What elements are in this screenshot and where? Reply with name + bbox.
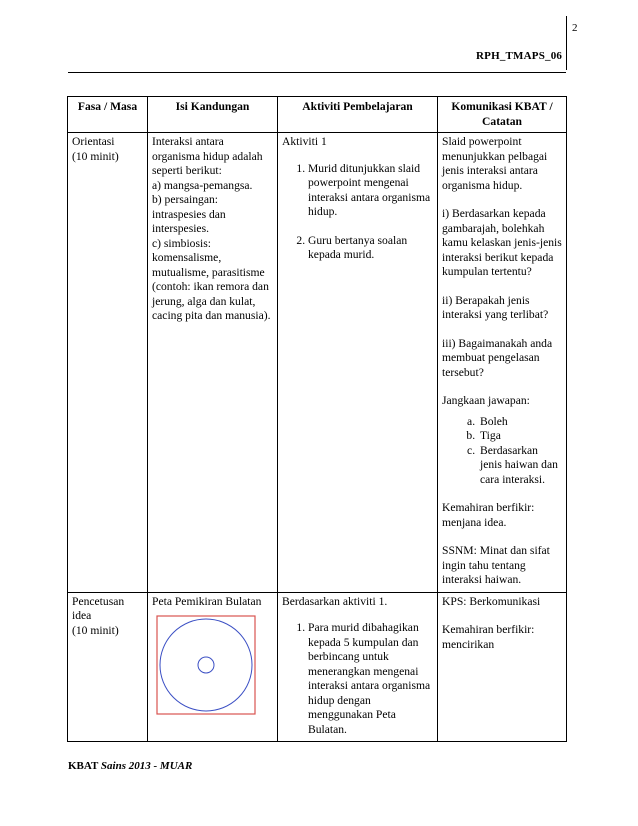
phase-cell — [68, 133, 148, 593]
phase-cell — [68, 592, 148, 742]
circle-map-inner-circle — [198, 657, 214, 673]
circle-map-diagram — [156, 615, 256, 715]
activity-intro: Berdasarkan aktiviti 1. — [282, 594, 388, 608]
header-phase: Fasa / Masa — [68, 97, 148, 133]
content-cell — [148, 133, 278, 593]
content-intro: Interaksi antara organisma hidup adalah seperti berikut: — [152, 135, 263, 177]
content-item-c-detail: komensalisme, mutualisme, parasitisme (contoh: ikan remora dan jerung, alga dan kulat, cacing pita dan manusia). — [152, 251, 271, 322]
phase-name: Pencetusan — [72, 594, 125, 608]
question-1: i) Berdasarkan kepada gambarajah, bolehkah kamu kelaskan jenis-jenis interaksi berikut kepada kumpulan tertentu? — [442, 207, 562, 278]
phase-time: (10 minit) — [72, 623, 119, 637]
document-code: RPH_TMAPS_06 — [476, 50, 563, 62]
table-header-row — [68, 97, 567, 133]
content-item-a: a) mangsa-pemangsa. — [152, 178, 253, 192]
notes-cell — [438, 133, 567, 593]
question-3: iii) Bagaimanakah anda membuat pengelasan tersebut? — [442, 336, 553, 379]
activity-title: Aktiviti 1 — [282, 135, 327, 148]
list-item: a. Boleh — [478, 415, 562, 430]
header-activity: Aktiviti Pembelajaran — [278, 97, 438, 133]
footer-subject: Sains 2013 - MUAR — [100, 760, 193, 772]
activity-cell — [278, 592, 438, 742]
ssnm-note: SSNM: Minat dan sifat ingin tahu tentang interaksi haiwan. — [442, 544, 550, 586]
page-number: 2 — [572, 22, 578, 34]
list-item: 1. Murid ditunjukkan slaid powerpoint mengenai interaksi antara organisma hidup. — [308, 162, 433, 220]
notes-cell — [438, 592, 567, 742]
thinking-skill: Kemahiran berfikir: menjana idea. — [442, 501, 535, 529]
activity-cell — [278, 133, 438, 593]
list-item: 1. Para murid dibahagikan kepada 5 kumpulan dan berbincang untuk menerangkan mengenai interaksi antara organisma hidup dengan menggunakan Peta Bulatan. — [308, 621, 433, 737]
header-notes: Komunikasi KBAT / Catatan — [438, 97, 567, 133]
answers-label: Jangkaan jawapan: — [442, 394, 530, 407]
content-cell — [148, 592, 278, 742]
phase-name: Orientasi — [72, 135, 115, 148]
answers-list — [442, 415, 562, 488]
circle-map-outer-circle — [160, 619, 252, 711]
list-item: b. Tiga — [478, 429, 562, 444]
header-content: Isi Kandungan — [148, 97, 278, 133]
activity-list — [282, 621, 433, 737]
list-item: c. Berdasarkan jenis haiwan dan cara interaksi. — [478, 444, 562, 488]
content-item-b-detail: intraspesies dan interspesies. — [152, 207, 226, 235]
question-2: ii) Berapakah jenis interaksi yang terlibat? — [442, 293, 549, 321]
page-number-rule — [566, 16, 567, 70]
table-row — [68, 133, 567, 593]
notes-intro: Slaid powerpoint menunjukkan pelbagai jenis interaksi antara organisma hidup. — [442, 135, 548, 192]
footer-prefix: KBAT — [68, 760, 99, 772]
phase-name-cont: idea — [72, 609, 92, 622]
table-row — [68, 592, 567, 742]
list-item: 2. Guru bertanya soalan kepada murid. — [308, 234, 433, 263]
content-title: Peta Pemikiran Bulatan — [152, 594, 262, 608]
header-rule — [68, 72, 566, 73]
content-item-b-title: b) persaingan: — [152, 193, 218, 206]
content-item-c-title: c) simbiosis: — [152, 236, 211, 250]
thinking-skill: Kemahiran berfikir: mencirikan — [442, 623, 535, 651]
kps-note: KPS: Berkomunikasi — [442, 594, 541, 608]
activity-list — [282, 162, 433, 263]
page-footer — [68, 760, 192, 772]
phase-time: (10 minit) — [72, 149, 119, 163]
lesson-plan-table — [67, 96, 567, 742]
circle-map-frame — [157, 616, 255, 714]
